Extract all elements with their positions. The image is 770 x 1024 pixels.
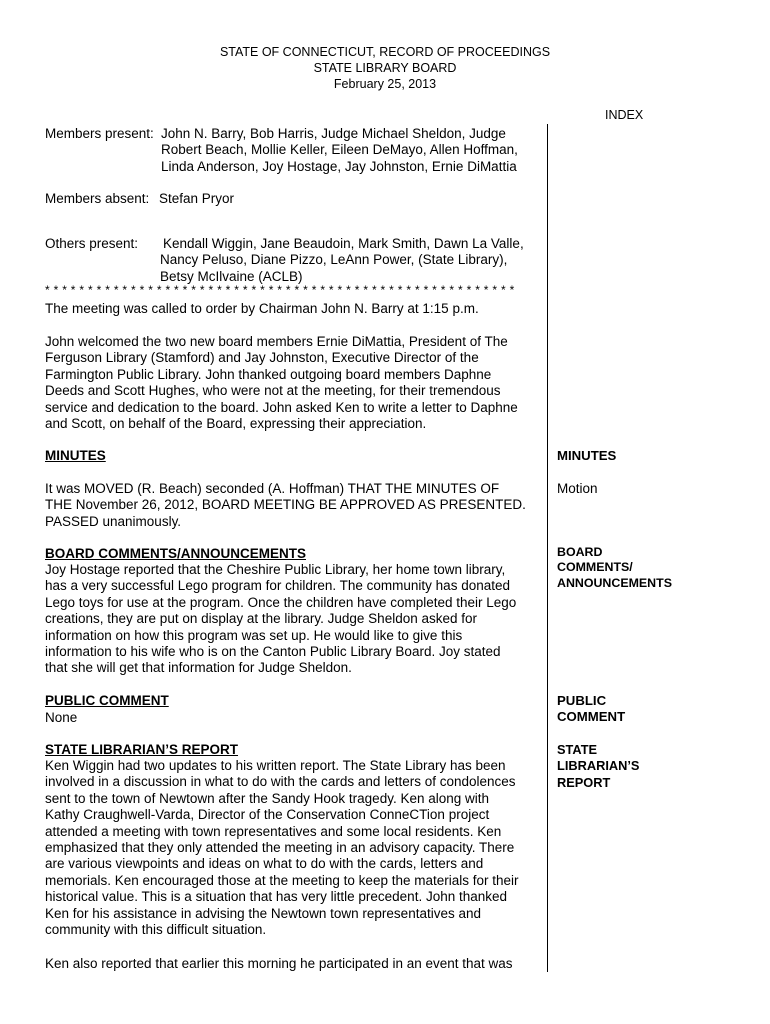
title-line-1: STATE OF CONNECTICUT, RECORD OF PROCEEDINGS xyxy=(219,45,551,59)
paragraph-line: and Scott, on behalf of the Board, expressing their appreciation. xyxy=(45,416,427,432)
document-title xyxy=(0,44,770,92)
board-comments-paragraph xyxy=(45,562,516,677)
index-motion: Motion xyxy=(557,481,598,496)
index-line: STATE xyxy=(557,742,598,757)
index-board-comments xyxy=(557,545,672,591)
paragraph-line: Deeds and Scott Hughes, who were not at the meeting, for their tremendous xyxy=(45,383,501,399)
paragraph-line: attended a meeting with town representatives and some local residents. Ken xyxy=(45,823,502,839)
index-line: COMMENTS/ xyxy=(557,560,633,575)
board-comments-heading: BOARD COMMENTS/ANNOUNCEMENTS xyxy=(45,546,306,561)
paragraph-line: Farmington Public Library. John thanked outgoing board members Daphne xyxy=(45,366,492,382)
paragraph-line: Ken for his assistance in advising the Newtown town representatives and xyxy=(45,905,481,921)
paragraph-line: are various viewpoints and ideas on what to do with the cards, letters and xyxy=(45,856,484,872)
members-present-line: Linda Anderson, Joy Hostage, Jay Johnston, Ernie DiMattia xyxy=(161,158,517,174)
index-line: COMMENT xyxy=(557,709,626,725)
index-line: LIBRARIAN’S xyxy=(557,758,640,774)
public-comment-text: None xyxy=(45,710,78,725)
paragraph-line: Ferguson Library (Stamford) and Jay Johnston, Executive Director of the xyxy=(45,350,479,366)
paragraph-line: PASSED unanimously. xyxy=(45,513,182,529)
paragraph-line: service and dedication to the board. John asked Ken to write a letter to Daphne xyxy=(45,399,518,415)
paragraph-line: that she will get that information for Judge Sheldon. xyxy=(45,660,352,676)
paragraph-line: information on how this program was set up. He would like to give this xyxy=(45,627,463,643)
paragraph-line: sent to the town of Newtown after the Sandy Hook tragedy. Ken along with xyxy=(45,790,490,806)
index-line: ANNOUNCEMENTS xyxy=(557,575,672,590)
members-absent-value: Stefan Pryor xyxy=(159,191,235,206)
members-present-label: Members present: xyxy=(45,126,154,141)
members-absent-label: Members absent: xyxy=(45,191,150,206)
paragraph-line: THE November 26, 2012, BOARD MEETING BE APPROVED AS PRESENTED. xyxy=(45,497,526,513)
paragraph-line: Ken Wiggin had two updates to his written report. The State Library has been xyxy=(45,758,506,773)
index-minutes: MINUTES xyxy=(557,448,617,463)
paragraph-line: It was MOVED (R. Beach) seconded (A. Hoffman) THAT THE MINUTES OF xyxy=(45,481,500,496)
index-state-librarian xyxy=(557,742,639,791)
column-divider xyxy=(547,124,548,972)
minutes-paragraph xyxy=(45,481,526,530)
others-present-list xyxy=(160,236,524,285)
public-comment-heading: PUBLIC COMMENT xyxy=(45,693,169,708)
welcome-paragraph xyxy=(45,334,518,432)
members-present-list xyxy=(161,126,518,175)
paragraph-line: creations, they are put on display at the library. Judge Sheldon asked for xyxy=(45,611,478,627)
state-librarian-last-line: Ken also reported that earlier this morning he participated in an event that was xyxy=(45,956,513,971)
paragraph-line: historical value. This is a situation that has very little precedent. John thanked xyxy=(45,889,508,905)
index-line: BOARD xyxy=(557,545,603,559)
paragraph-line: information to his wife who is on the Canton Public Library Board. Joy stated xyxy=(45,644,501,660)
paragraph-line: Joy Hostage reported that the Cheshire Public Library, her home town library, xyxy=(45,562,506,577)
members-present-line: Robert Beach, Mollie Keller, Eileen DeMayo, Allen Hoffman, xyxy=(161,142,518,158)
paragraph-line: memorials. Ken encouraged those at the meeting to keep the materials for their xyxy=(45,872,519,888)
index-line: REPORT xyxy=(557,774,611,790)
minutes-heading: MINUTES xyxy=(45,448,106,463)
index-heading: INDEX xyxy=(605,108,644,122)
members-present-line: John N. Barry, Bob Harris, Judge Michael Sheldon, Judge xyxy=(161,126,506,141)
paragraph-line: has a very successful Lego program for children. The community has donated xyxy=(45,578,510,594)
separator-stars: * * * * * * * * * * * * * * * * * * * * * * * * * * * * * * * * * * * * * * * * * * * * * * * * * * * * * * * xyxy=(45,283,515,297)
state-librarian-heading: STATE LIBRARIAN’S REPORT xyxy=(45,742,239,757)
others-present-label: Others present: xyxy=(45,236,139,251)
title-line-2: STATE LIBRARY BOARD xyxy=(313,61,457,75)
paragraph-line: John welcomed the two new board members Ernie DiMattia, President of The xyxy=(45,334,508,349)
others-present-line: Betsy McIlvaine (ACLB) xyxy=(160,268,303,284)
others-present-line: Kendall Wiggin, Jane Beaudoin, Mark Smith, Dawn La Valle, xyxy=(163,236,524,251)
index-line: PUBLIC xyxy=(557,693,607,708)
paragraph-line: Lego toys for use at the program. Once the children have completed their Lego xyxy=(45,594,517,610)
meeting-date: February 25, 2013 xyxy=(333,77,437,91)
call-to-order: The meeting was called to order by Chairman John N. Barry at 1:15 p.m. xyxy=(45,301,479,316)
paragraph-line: Kathy Craughwell-Varda, Director of the Conservation ConneCTion project xyxy=(45,807,490,823)
paragraph-line: community with this difficult situation. xyxy=(45,922,267,938)
paragraph-line: involved in a discussion in what to do with the cards and letters of condolences xyxy=(45,774,516,790)
others-present-line: Nancy Peluso, Diane Pizzo, LeAnn Power, (State Library), xyxy=(160,252,508,268)
index-public-comment xyxy=(557,693,625,726)
paragraph-line: emphasized that they only attended the meeting in an advisory capacity. There xyxy=(45,840,515,856)
state-librarian-paragraph xyxy=(45,758,519,938)
